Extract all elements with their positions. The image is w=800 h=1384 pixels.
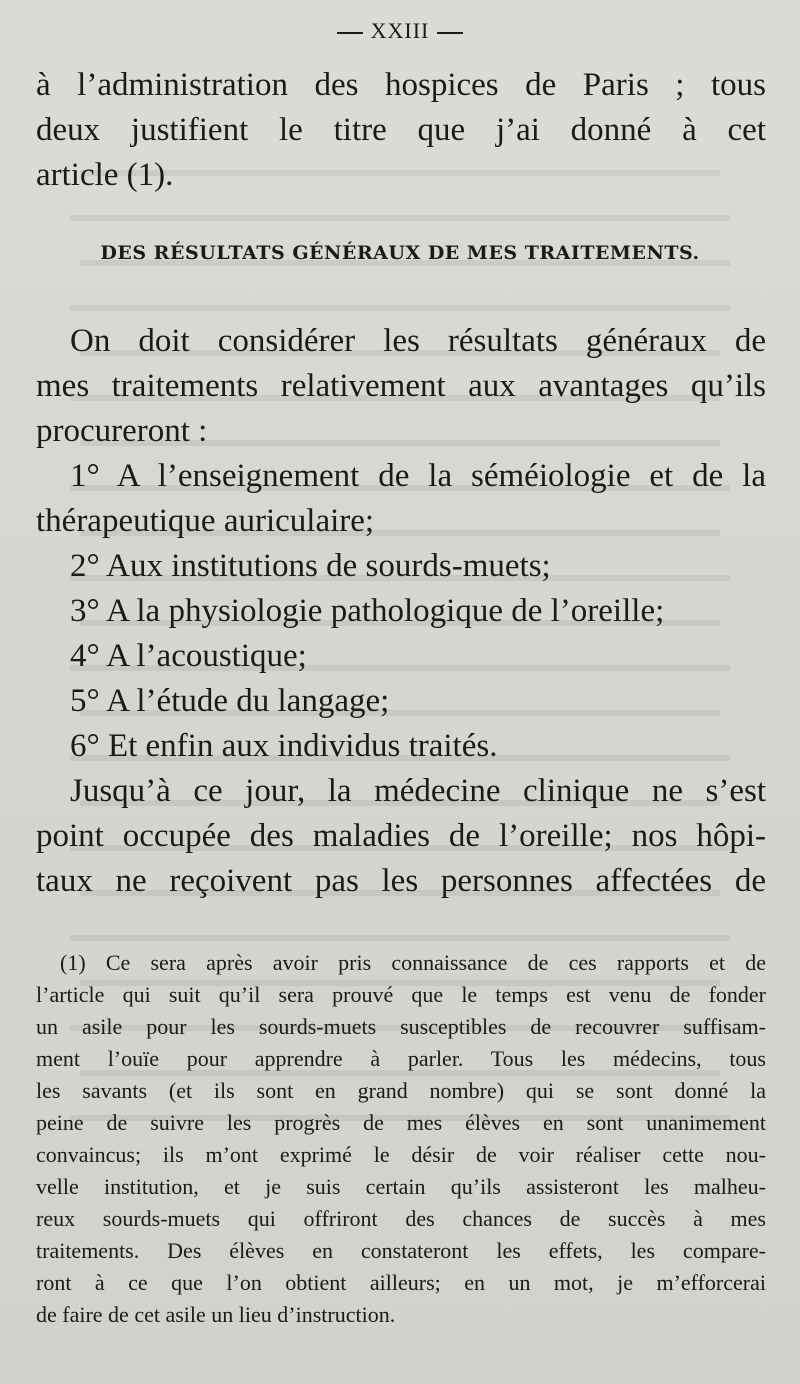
footnote-line: les savants (et ils sont en grand nombre) qui se sont donné la: [36, 1078, 766, 1103]
text-line: taux ne reçoivent pas les personnes affectées de: [36, 863, 766, 899]
list-item: 5° A l’étude du langage;: [70, 683, 390, 719]
footnote-line: (1) Ce sera après avoir pris connaissance de ces rapports et de: [60, 950, 766, 975]
page-number: XXIII: [370, 18, 430, 43]
footnote-line: l’article qui suit qu’il sera prouvé que le temps est venu de fonder: [36, 982, 766, 1007]
text-line: à l’administration des hospices de Paris ; tous: [36, 67, 766, 103]
text-line: deux justifient le titre que j’ai donné à cet: [36, 112, 766, 148]
footnote-line: velle institution, et je suis certain qu’ils assisteront les malheu-: [36, 1174, 766, 1199]
list-item: 2° Aux institutions de sourds-muets;: [70, 548, 551, 584]
footnote-line: ment l’ouïe pour apprendre à parler. Tous les médecins, tous: [36, 1046, 766, 1071]
list-item: 4° A l’acoustique;: [70, 638, 307, 674]
text-line: point occupée des maladies de l’oreille; nos hôpi-: [36, 818, 766, 854]
page-number-header: [0, 18, 800, 44]
header-dash-right: [437, 32, 463, 34]
footnote-line: ront à ce que l’on obtient ailleurs; en un mot, je m’efforcerai: [36, 1270, 766, 1295]
list-item: 1° A l’enseignement de la séméiologie et de la: [70, 458, 766, 494]
footnote-line: un asile pour les sourds-muets susceptibles de recouvrer suffisam-: [36, 1014, 766, 1039]
text-line: Jusqu’à ce jour, la médecine clinique ne s’est: [70, 773, 766, 809]
footnote-line: peine de suivre les progrès de mes élèves en sont unanimement: [36, 1110, 766, 1135]
header-dash-left: [337, 32, 363, 34]
text-line: article (1).: [36, 157, 174, 193]
text-line: mes traitements relativement aux avantages qu’ils: [36, 368, 766, 404]
footnote-line: convaincus; ils m’ont exprimé le désir de voir réaliser cette nou-: [36, 1142, 766, 1167]
text-line: procureront :: [36, 413, 208, 449]
section-heading: DES RÉSULTATS GÉNÉRAUX DE MES TRAITEMENTS.: [100, 242, 700, 264]
text-line: thérapeutique auriculaire;: [36, 503, 375, 539]
footnote-line: de faire de cet asile un lieu d’instruction.: [36, 1302, 396, 1327]
list-item: 6° Et enfin aux individus traités.: [70, 728, 498, 764]
text-line: On doit considérer les résultats généraux de: [70, 323, 766, 359]
list-item: 3° A la physiologie pathologique de l’oreille;: [70, 593, 665, 629]
footnote-line: traitements. Des élèves en constateront les effets, les compare-: [36, 1238, 766, 1263]
footnote-line: reux sourds-muets qui offriront des chances de succès à mes: [36, 1206, 766, 1231]
